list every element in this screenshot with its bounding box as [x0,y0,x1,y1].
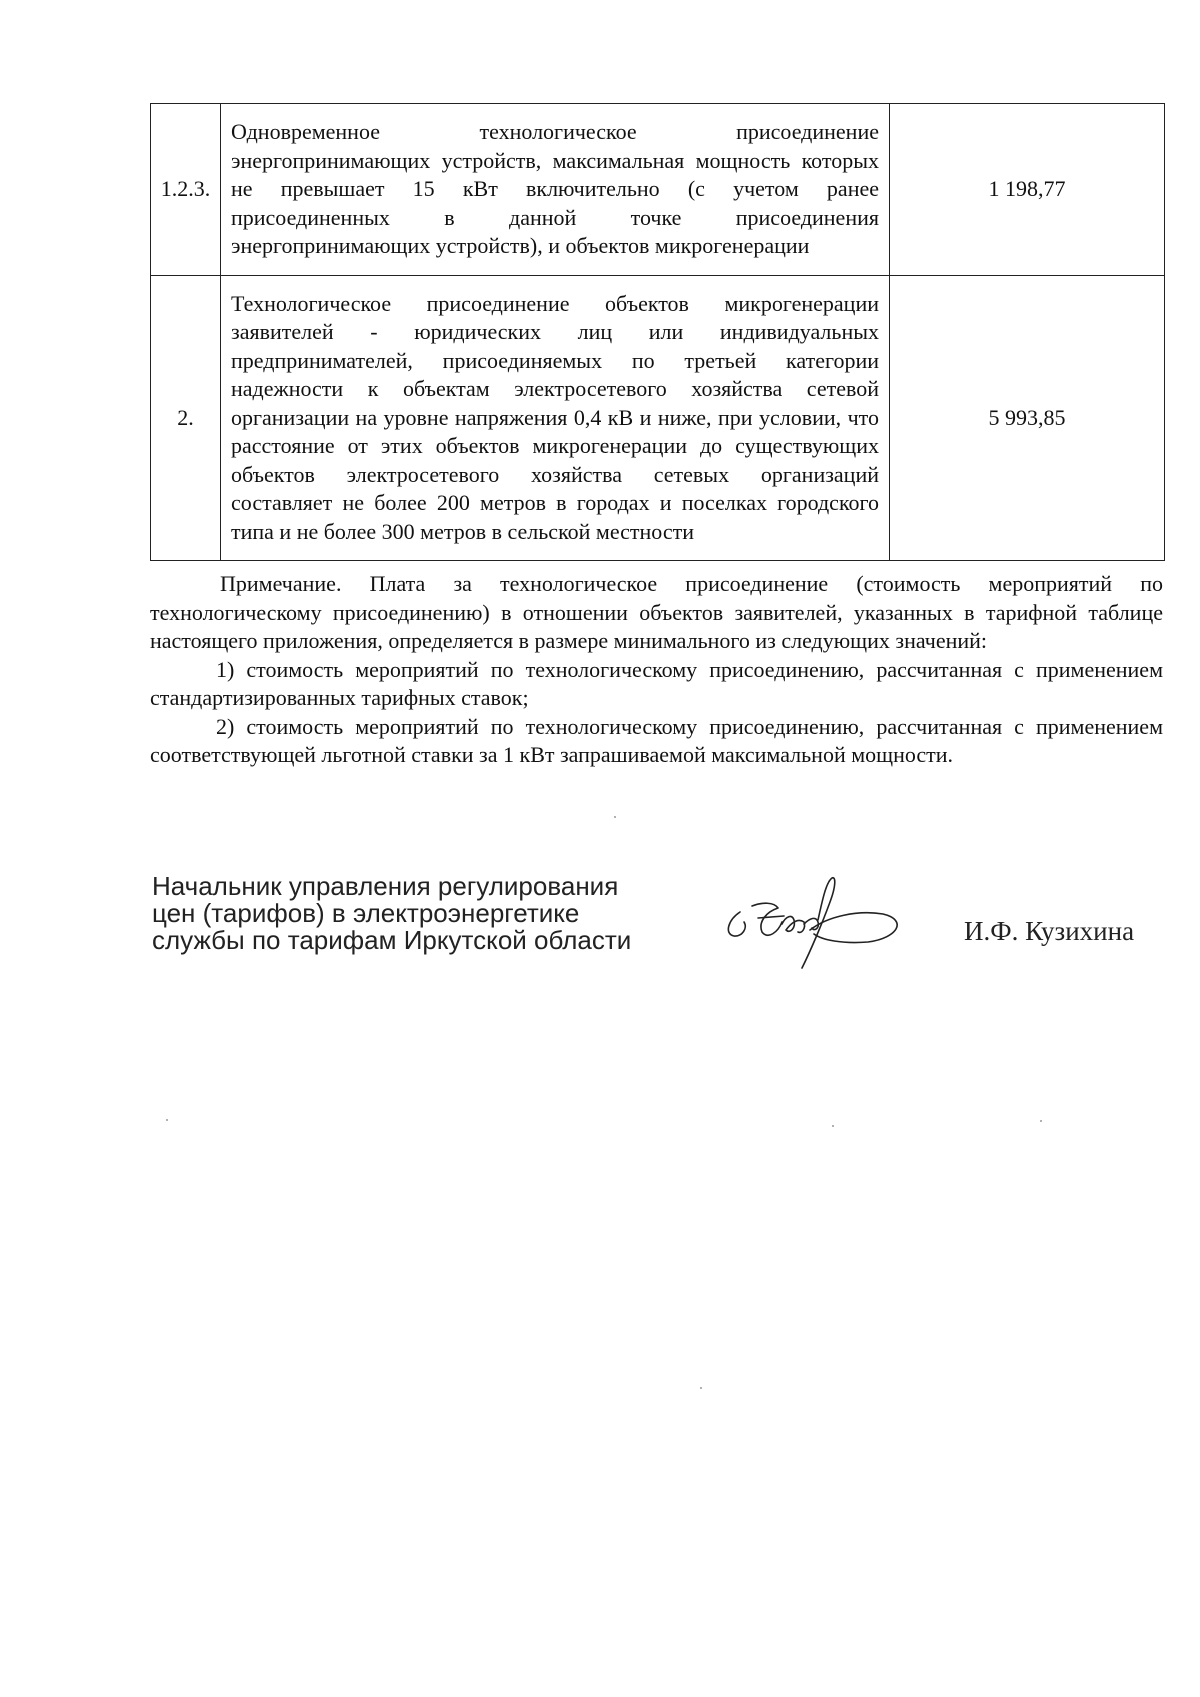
position-line: цен (тарифов) в электроэнергетике [152,898,580,928]
row-description: Одновременное технологическое присоединение энергопринимающих устройств, максимальная мощность которых не превышает 15 кВт включительно (с учетом ранее присоединенных в данной точке присоединения энергопринимающих устройств), и объектов микрогенерации [231,119,879,259]
note-item-1: 1) стоимость мероприятий по технологическому присоединению, рассчитанная с применением стандартизированных тарифных ставок; [150,656,1163,710]
table-row [151,276,1165,561]
scan-speck [832,1125,834,1127]
note-section [150,570,1163,770]
signer-name: И.Ф. Кузихина [964,916,1135,946]
note-intro: Примечание. Плата за технологическое присоединение (стоимость мероприятий по технологическому присоединению) в отношении объектов заявителей, указанных в тарифной таблице настоящего приложения, определяется в размере минимального из следующих значений: [150,571,1163,653]
position-line: службы по тарифам Иркутской области [152,925,632,955]
scan-speck [1040,1120,1042,1122]
scan-speck [614,816,616,818]
row-value: 1 198,77 [890,104,1165,276]
row-number: 1.2.3. [151,104,221,276]
row-value: 5 993,85 [890,276,1165,561]
tariff-table [150,103,1165,561]
signatory-position [152,873,672,954]
table-row [151,104,1165,276]
position-line: Начальник управления регулирования [152,871,619,901]
scan-speck [700,1387,702,1389]
scan-speck [166,1119,168,1121]
handwritten-signature [718,872,908,972]
note-item-2: 2) стоимость мероприятий по технологическому присоединению, рассчитанная с применением соответствующей льготной ставки за 1 кВт запрашиваемой максимальной мощности. [150,713,1163,767]
row-number: 2. [151,276,221,561]
row-description: Технологическое присоединение объектов микрогенерации заявителей - юридических лиц или индивидуальных предпринимателей, присоединяемых по третьей категории надежности к объектам электросетевого хозяйства сетевой организации на уровне напряжения 0,4 кВ и ниже, при условии, что расстояние от этих объектов микрогенерации до существующих объектов электросетевого хозяйства сетевых организаций составляет не более 200 метров в городах и поселках городского типа и не более 300 метров в сельской местности [231,290,879,544]
